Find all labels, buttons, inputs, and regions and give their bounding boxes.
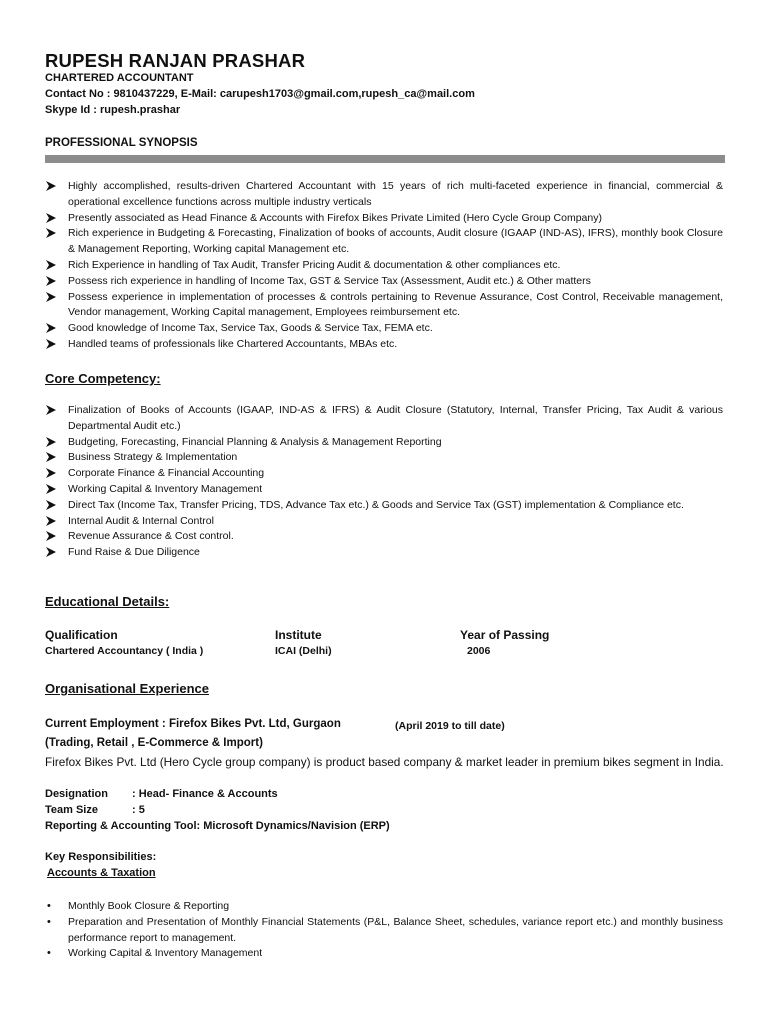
list-item: Direct Tax (Income Tax, Transfer Pricing, TDS, Advance Tax etc.) & Goods and Service Tax (GST) implementation & Compliance etc. <box>45 498 723 514</box>
synopsis-list <box>45 179 723 353</box>
designation-value: : Head- Finance & Accounts <box>132 788 278 800</box>
arrow-bullet-icon <box>45 338 57 350</box>
education-header-qualification: Qualification <box>45 628 118 642</box>
list-item: Possess experience in implementation of processes & controls pertaining to Revenue Assurance, Cost Control, Receivable management, Vendor management, Working Capital management, Employees reimbursement etc. <box>45 290 723 322</box>
arrow-bullet-icon <box>45 404 57 416</box>
team-size-row <box>45 804 145 816</box>
arrow-bullet-icon <box>45 515 57 527</box>
list-item: Good knowledge of Income Tax, Service Tax, Goods & Service Tax, FEMA etc. <box>45 321 723 337</box>
section-divider <box>45 155 725 163</box>
team-size-value: : 5 <box>132 804 145 816</box>
arrow-bullet-icon <box>45 451 57 463</box>
skype-line: Skype Id : rupesh.prashar <box>45 104 181 116</box>
list-item: Internal Audit & Internal Control <box>45 514 723 530</box>
bullet-dot-icon: • <box>47 947 51 960</box>
current-employment: Current Employment : Firefox Bikes Pvt. Ltd, Gurgaon <box>45 718 341 730</box>
synopsis-title: PROFESSIONAL SYNOPSIS <box>45 137 198 149</box>
education-header-year: Year of Passing <box>460 628 550 642</box>
arrow-bullet-icon <box>45 275 57 287</box>
education-header-institute: Institute <box>275 628 322 642</box>
list-item: Corporate Finance & Financial Accounting <box>45 466 723 482</box>
bullet-dot-icon: • <box>47 915 51 928</box>
list-item: Possess rich experience in handling of Income Tax, GST & Service Tax (Assessment, Audit etc.) & Other matters <box>45 274 723 290</box>
competency-title: Core Competency: <box>45 371 161 386</box>
key-responsibilities-title: Key Responsibilities: <box>45 851 157 863</box>
list-item: Budgeting, Forecasting, Financial Planning & Analysis & Management Reporting <box>45 435 723 451</box>
list-item: • Working Capital & Inventory Management <box>45 946 723 962</box>
team-size-label: Team Size <box>45 804 98 816</box>
arrow-bullet-icon <box>45 212 57 224</box>
arrow-bullet-icon <box>45 483 57 495</box>
company-description: Firefox Bikes Pvt. Ltd (Hero Cycle group company) is product based company & market leader in premium bikes segment in India. <box>45 755 724 769</box>
arrow-bullet-icon <box>45 227 57 239</box>
list-item: Rich experience in Budgeting & Forecasting, Finalization of books of accounts, Audit closure (IGAAP (IND-AS), IFRS), monthly book Closure & Management Reporting, Working capital Management etc. <box>45 226 723 258</box>
list-item: Fund Raise & Due Diligence <box>45 545 723 561</box>
list-item: Handled teams of professionals like Chartered Accountants, MBAs etc. <box>45 337 723 353</box>
education-qualification: Chartered Accountancy ( India ) <box>45 645 204 657</box>
arrow-bullet-icon <box>45 499 57 511</box>
list-item: Rich Experience in handling of Tax Audit, Transfer Pricing Audit & documentation & other compliances etc. <box>45 258 723 274</box>
list-item: • Preparation and Presentation of Monthly Financial Statements (P&L, Balance Sheet, schedules, variance report etc.) and monthly business performance report to management. <box>47 915 723 944</box>
arrow-bullet-icon <box>45 436 57 448</box>
list-item: Revenue Assurance & Cost control. <box>45 529 723 545</box>
experience-title: Organisational Experience <box>45 681 210 696</box>
reporting-tool: Reporting & Accounting Tool: Microsoft Dynamics/Navision (ERP) <box>45 820 390 832</box>
arrow-bullet-icon <box>45 530 57 542</box>
list-item: Finalization of Books of Accounts (IGAAP, IND-AS & IFRS) & Audit Closure (Statutory, Internal, Transfer Pricing, Tax Audit & various Departmental Audit etc.) <box>45 403 723 435</box>
company-nature: (Trading, Retail , E-Commerce & Import) <box>45 737 263 749</box>
employment-period: (April 2019 to till date) <box>395 720 505 732</box>
designation-label: Designation <box>45 788 108 800</box>
arrow-bullet-icon <box>45 467 57 479</box>
designation-line: CHARTERED ACCOUNTANT <box>45 72 194 84</box>
bullet-dot-icon: • <box>47 900 51 912</box>
list-item: Business Strategy & Implementation <box>45 450 723 466</box>
responsibilities-list <box>45 899 723 962</box>
arrow-bullet-icon <box>45 259 57 271</box>
list-item: Highly accomplished, results-driven Chartered Accountant with 15 years of rich multi-faceted experience in financial, commercial & operational excellence functions across multiple industry verticals <box>45 179 723 211</box>
arrow-bullet-icon <box>45 180 57 192</box>
education-title: Educational Details: <box>45 594 170 609</box>
education-year: 2006 <box>467 645 491 657</box>
list-item: Presently associated as Head Finance & Accounts with Firefox Bikes Private Limited (Hero Cycle Group Company) <box>45 211 723 227</box>
arrow-bullet-icon <box>45 291 57 303</box>
list-item: Working Capital & Inventory Management <box>45 482 723 498</box>
list-item: • Monthly Book Closure & Reporting <box>45 899 723 915</box>
arrow-bullet-icon <box>45 546 57 558</box>
education-institute: ICAI (Delhi) <box>275 645 332 657</box>
competency-list <box>45 403 723 561</box>
candidate-name: RUPESH RANJAN PRASHAR <box>45 50 306 71</box>
contact-line: Contact No : 9810437229, E-Mail: carupesh1703@gmail.com,rupesh_ca@mail.com <box>45 88 475 100</box>
designation-row <box>45 788 278 800</box>
arrow-bullet-icon <box>45 322 57 334</box>
accounts-taxation-subtitle: Accounts & Taxation <box>47 867 156 879</box>
